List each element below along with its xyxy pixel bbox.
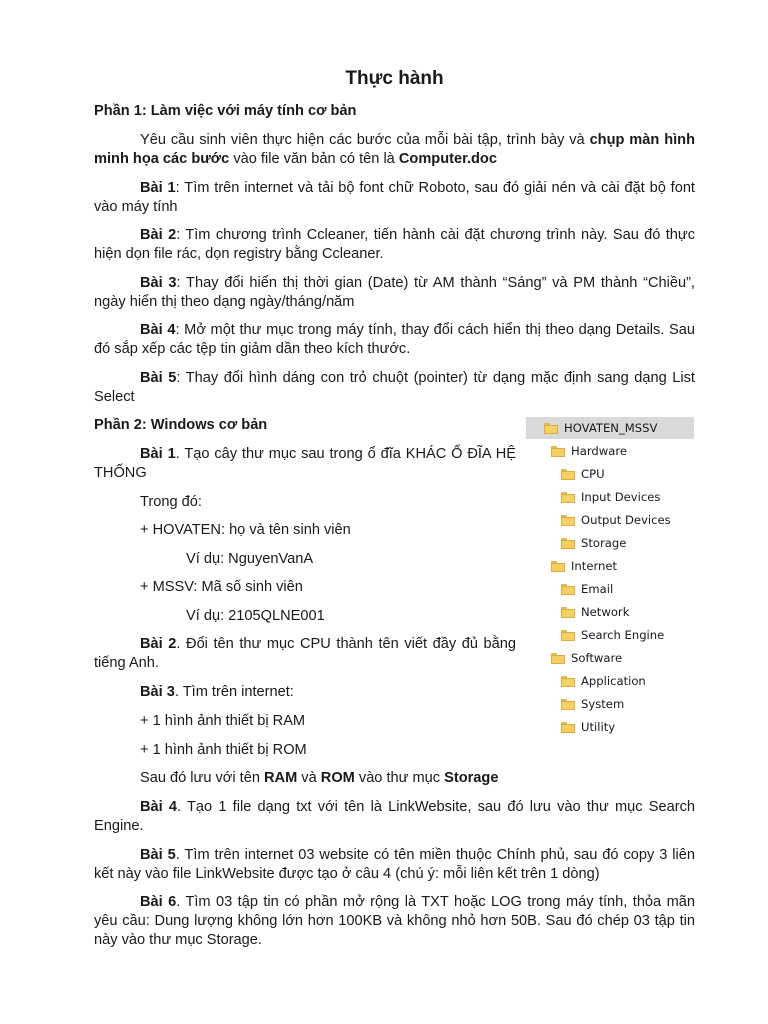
tree-item-utility[interactable] — [561, 716, 615, 738]
folder-icon — [561, 584, 575, 595]
storage-name: Storage — [444, 770, 499, 786]
folder-icon — [561, 515, 575, 526]
save-text: và — [297, 770, 321, 786]
folder-icon — [544, 423, 558, 434]
part1-exercise-1 — [94, 179, 695, 217]
exercise-label: Bài 4 — [140, 322, 176, 338]
part1-heading: Phần 1: Làm việc với máy tính cơ bản — [94, 103, 357, 119]
exercise-label: Bài 5 — [140, 847, 176, 863]
folder-icon — [561, 538, 575, 549]
tree-item-label: Hardware — [571, 443, 627, 458]
exercise-label: Bài 1 — [140, 180, 176, 196]
folder-icon — [561, 676, 575, 687]
hovaten-note: + HOVATEN: họ và tên sinh viên — [140, 522, 351, 538]
part1-exercise-4 — [94, 321, 695, 359]
intro-filename: Computer.doc — [398, 151, 497, 167]
exercise-label: Bài 1 — [140, 446, 176, 462]
part1-exercise-2 — [94, 226, 695, 264]
exercise-text: . Tìm trên internet 03 website có tên miền thuộc Chính phủ, sau đó copy 3 liên kết này vào file LinkWebsite được tạo ở câu 4 (chú ý: mỗi liên kết trên 1 dòng) — [94, 847, 695, 882]
part1-intro — [94, 131, 695, 169]
tree-item-label: Internet — [571, 558, 618, 573]
exercise-text: : Mở một thư mục trong máy tính, thay đổi cách hiển thị theo dạng Details. Sau đó sắp xếp các tệp tin giảm dần theo kích thước. — [94, 322, 695, 357]
part2-exercise-5 — [94, 846, 695, 884]
part1-exercise-5 — [94, 369, 695, 407]
tree-item-label: Utility — [581, 719, 616, 734]
tree-item-application[interactable] — [561, 670, 646, 692]
tree-item-input-devices[interactable] — [561, 486, 660, 508]
exercise-label: Bài 3 — [140, 684, 175, 700]
mssv-note: + MSSV: Mã số sinh viên — [140, 579, 303, 595]
folder-icon — [561, 469, 575, 480]
tree-item-label: Search Engine — [581, 627, 665, 642]
ram-item: + 1 hình ảnh thiết bị RAM — [140, 713, 306, 729]
tree-item-search-engine[interactable] — [561, 624, 664, 646]
tree-item-storage[interactable] — [561, 532, 626, 554]
exercise-text: . Tạo cây thư mục sau trong ổ đĩa KHÁC Ổ ĐĨA HỆ THỐNG — [94, 446, 516, 481]
folder-icon — [551, 653, 565, 664]
intro-text: Yêu cầu sinh viên thực hiện các bước của mỗi bài tập, trình bày và — [140, 132, 590, 148]
tree-item-label: CPU — [581, 466, 605, 481]
folder-icon — [561, 492, 575, 503]
exercise-label: Bài 2 — [140, 636, 177, 652]
exercise-text: . Tìm 03 tập tin có phần mở rộng là TXT hoặc LOG trong máy tính, thỏa mãn yêu cầu: Dung lượng không lớn hơn 100KB và không nhỏ hơn 50B. Sau đó chép 03 tập tin này vào thư mục Storage. — [94, 894, 695, 948]
exercise-text: . Tạo 1 file dạng txt với tên là LinkWebsite, sau đó lưu vào thư mục Search Engine. — [94, 799, 695, 834]
intro-text: vào file văn bản có tên là — [229, 151, 399, 167]
part2-heading: Phần 2: Windows cơ bản — [94, 417, 268, 433]
tree-item-label: Input Devices — [581, 489, 661, 504]
exercise-text: : Tìm chương trình Ccleaner, tiến hành cài đặt chương trình này. Sau đó thực hiện dọn file rác, dọn registry bằng Ccleaner. — [94, 227, 695, 262]
exercise-text: . Đổi tên thư mục CPU thành tên viết đầy đủ bằng tiếng Anh. — [94, 636, 516, 671]
exercise-text: . Tìm trên internet: — [174, 684, 294, 700]
folder-icon — [561, 722, 575, 733]
tree-item-label: Software — [571, 650, 623, 665]
folder-icon — [561, 630, 575, 641]
tree-item-label: Application — [581, 673, 646, 688]
rom-item: + 1 hình ảnh thiết bị ROM — [140, 742, 307, 758]
exercise-text: : Thay đổi hình dáng con trỏ chuột (pointer) từ dạng mặc định sang dạng List Select — [94, 370, 695, 405]
tree-item-network[interactable] — [561, 601, 629, 623]
where-label: Trong đó: — [140, 494, 202, 510]
page-title: Thực hành — [345, 68, 444, 89]
exercise-text: : Thay đổi hiển thị thời gian (Date) từ AM thành “Sáng” và PM thành “Chiều”, ngày hiển thị theo dạng ngày/tháng/năm — [94, 275, 695, 310]
save-text: Sau đó lưu với tên — [140, 770, 264, 786]
save-text: vào thư mục — [354, 770, 445, 786]
rom-name: ROM — [320, 770, 355, 786]
tree-item-label: System — [581, 696, 625, 711]
part2-exercise-4 — [94, 798, 695, 836]
tree-item-label: Storage — [581, 535, 627, 550]
tree-item-hardware[interactable] — [551, 440, 627, 462]
tree-item-root[interactable] — [526, 417, 694, 439]
exercise-label: Bài 6 — [140, 894, 177, 910]
mssv-example: Ví dụ: 2105QLNE001 — [186, 608, 325, 624]
folder-icon — [551, 561, 565, 572]
tree-item-output-devices[interactable] — [561, 509, 671, 531]
part1-exercise-3 — [94, 274, 695, 312]
folder-icon — [561, 607, 575, 618]
tree-item-internet[interactable] — [551, 555, 617, 577]
tree-item-label: Network — [581, 604, 630, 619]
exercise-label: Bài 3 — [140, 275, 177, 291]
part2-exercise-6 — [94, 893, 695, 950]
ram-name: RAM — [264, 770, 298, 786]
tree-item-email[interactable] — [561, 578, 613, 600]
folder-icon — [551, 446, 565, 457]
tree-item-software[interactable] — [551, 647, 622, 669]
tree-item-system[interactable] — [561, 693, 624, 715]
exercise-text: : Tìm trên internet và tải bộ font chữ Roboto, sau đó giải nén và cài đặt bộ font vào máy tính — [94, 180, 695, 215]
folder-icon — [561, 699, 575, 710]
save-instruction — [94, 769, 498, 788]
part2-exercise-1 — [94, 445, 516, 483]
exercise-label: Bài 5 — [140, 370, 177, 386]
intro-bold: chụp màn hình minh họa các bước — [94, 132, 695, 167]
exercise-label: Bài 2 — [140, 227, 177, 243]
part2-exercise-2 — [94, 635, 516, 673]
tree-item-label: HOVATEN_MSSV — [564, 420, 658, 435]
exercise-label: Bài 4 — [140, 799, 178, 815]
tree-item-label: Output Devices — [581, 512, 671, 527]
part2-exercise-3 — [94, 683, 294, 702]
tree-item-label: Email — [581, 581, 614, 596]
hovaten-example: Ví dụ: NguyenVanA — [186, 551, 314, 567]
tree-item-cpu[interactable] — [561, 463, 605, 485]
